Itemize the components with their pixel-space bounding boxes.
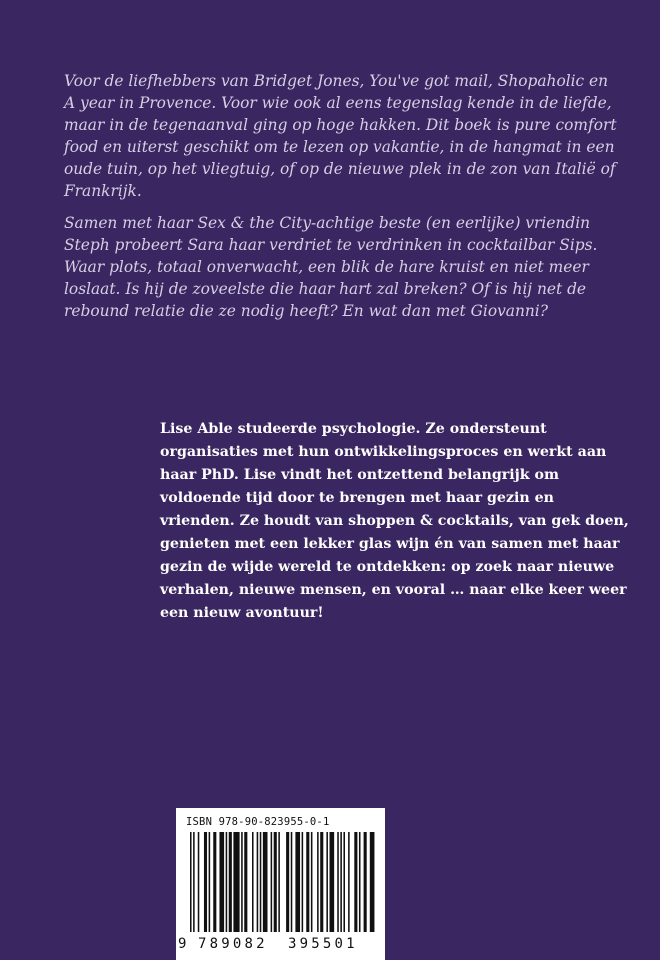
barcode-bar [241, 832, 243, 932]
barcode-bar [330, 832, 335, 932]
barcode-bar [274, 832, 277, 932]
barcode-bar [295, 832, 300, 932]
barcode-bar [229, 832, 232, 932]
barcode-bar [364, 832, 367, 932]
barcode-bar [271, 832, 273, 932]
barcode-bar [233, 832, 239, 932]
barcode-bar [226, 832, 228, 932]
blurb-paragraph-2: Samen met haar Sex & the City-achtige beste (en eerlijke) vriendin Steph probeert Sara haar verdriet te verdrinken in cocktailbar Sips. Waar plots, totaal onverwacht, een blik de hare kruist en niet meer loslaat. Is hij de zoveelste die haar hart zal breken? Of is hij net de rebound relatie die ze nodig heeft? En wat dan met Giovanni? [64, 214, 598, 320]
barcode-bar [260, 832, 262, 932]
barcode-bar [320, 832, 323, 932]
barcode-bar [286, 832, 289, 932]
barcode-bar [209, 832, 211, 932]
isbn-barcode [176, 808, 385, 960]
barcode-bar [204, 832, 207, 932]
barcode-bar [252, 832, 254, 932]
barcode-bar [340, 832, 342, 932]
barcode-bar [219, 832, 224, 932]
barcode-bar [306, 832, 309, 932]
barcode-bar [326, 832, 328, 932]
barcode-bar [359, 832, 361, 932]
barcode-bar [257, 832, 259, 932]
isbn-digit-group-1: 789082 [198, 936, 268, 952]
barcode-bar [291, 832, 293, 932]
isbn-first-digit: 9 [178, 936, 187, 952]
barcode-bar [348, 832, 350, 932]
author-bio: Lise Able studeerde psychologie. Ze ondersteunt organisaties met hun ontwikkelingsproces en werkt aan haar PhD. Lise vindt het ontzettend belangrijk om voldoende tijd door te brengen met haar gezin en vrienden. Ze houdt van shoppen & cocktails, van gek doen, genieten met een lekker glas wijn én van samen met haar gezin de wijde wereld te ontdekken: op zoek naar nieuwe verhalen, nieuwe mensen, en vooral … naar elke keer weer een nieuw avontuur! [160, 421, 629, 621]
barcode-bar [244, 832, 247, 932]
barcode-bar [337, 832, 339, 932]
isbn-digit-group-2: 395501 [288, 936, 358, 952]
barcode-bar [193, 832, 195, 932]
barcode-bar [263, 832, 268, 932]
barcode-bar [311, 832, 313, 932]
back-cover-blurb [64, 70, 624, 332]
barcode-bars [190, 832, 376, 940]
blurb-paragraph-1: Voor de liefhebbers van Bridget Jones, You've got mail, Shopaholic en A year in Provence. Voor wie ook al eens tegenslag kende in de liefde, maar in de tegenaanval ging op hoge hakken. Dit boek is pure comfort food en uiterst geschikt om te lezen op vakantie, in de hangmat in een oude tuin, op het vliegtuig, of op de nieuwe plek in de zon van Italië of Frankrijk. [64, 72, 617, 200]
barcode-bar [302, 832, 304, 932]
barcode-bar [317, 832, 319, 932]
barcode-bar [198, 832, 200, 932]
isbn-label: ISBN 978-90-823955-0-1 [186, 816, 330, 828]
barcode-bar [213, 832, 216, 932]
barcode-bar [278, 832, 280, 932]
barcode-bar [190, 832, 192, 932]
barcode-bar [354, 832, 357, 932]
barcode-bar [370, 832, 375, 932]
barcode-bar [343, 832, 345, 932]
